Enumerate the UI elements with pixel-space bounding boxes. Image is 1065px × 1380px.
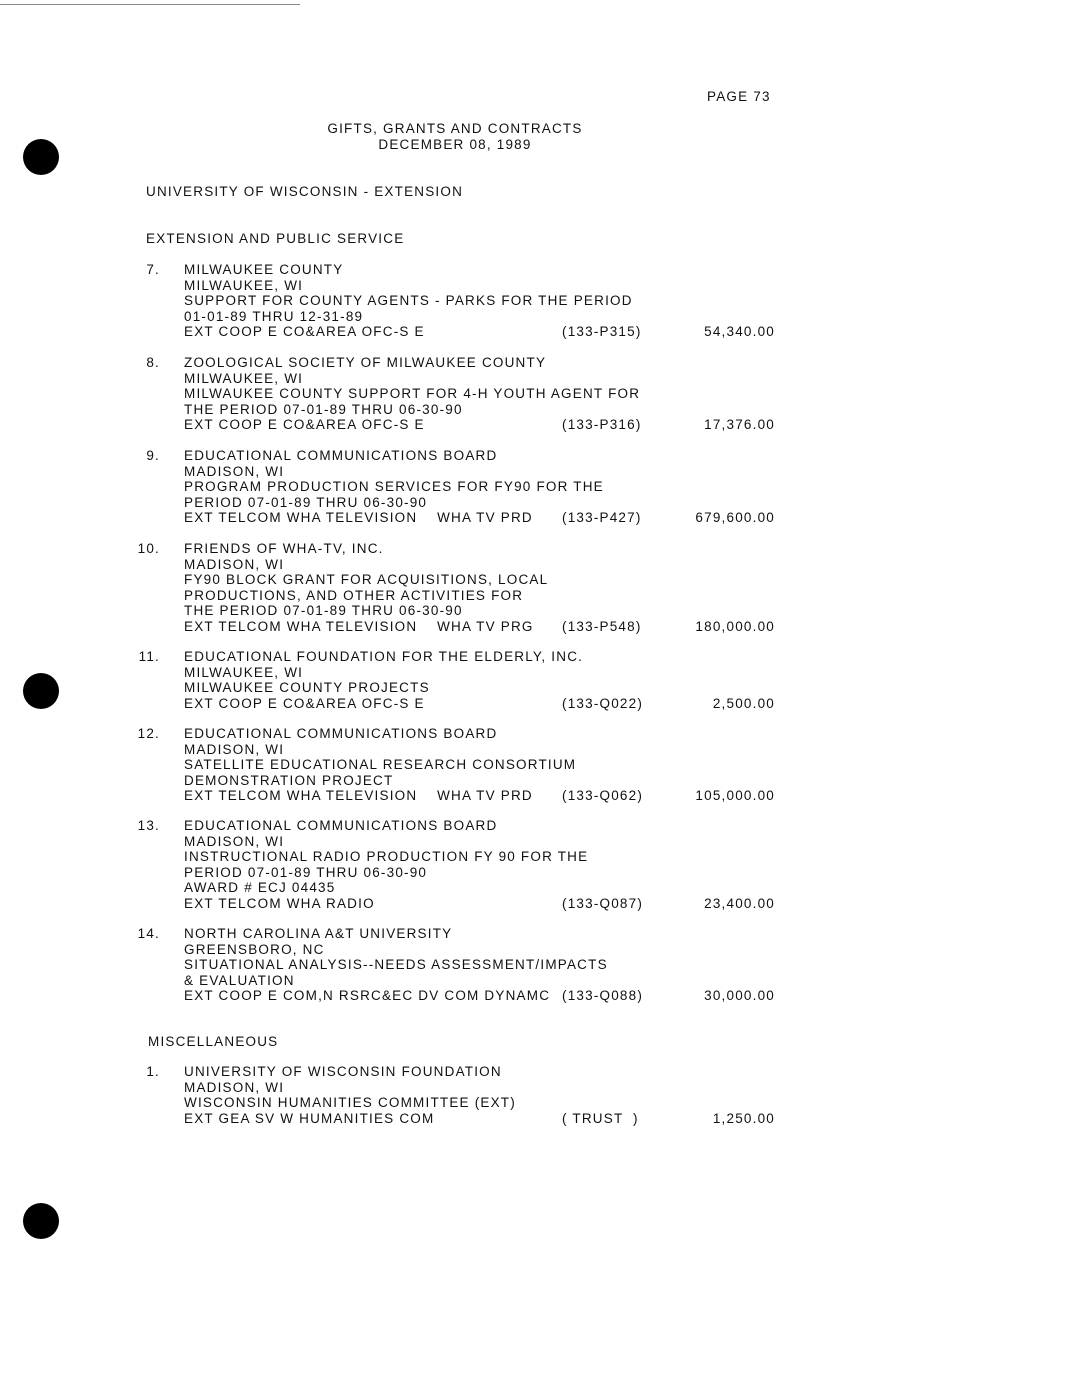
account-reference: (133-P548): [562, 618, 642, 634]
entry-line: EXT TELCOM WHA TELEVISION WHA TV PRD: [184, 510, 533, 525]
grant-amount: 17,376.00: [704, 417, 775, 432]
section-heading-extension: EXTENSION AND PUBLIC SERVICE: [146, 231, 405, 246]
entry-line: UNIVERSITY OF WISCONSIN FOUNDATION: [184, 1064, 502, 1079]
entry-line: EXT TELCOM WHA RADIO: [184, 895, 375, 911]
punch-hole-top: [23, 139, 59, 175]
document-date: DECEMBER 08, 1989: [378, 137, 532, 152]
entry-line: SATELLITE EDUCATIONAL RESEARCH CONSORTIUM: [184, 757, 577, 772]
grant-amount: 30,000.00: [704, 988, 775, 1003]
account-reference: (133-Q022): [562, 695, 644, 711]
entry-description: [184, 1064, 516, 1126]
entry-line: EXT COOP E CO&AREA OFC-S E: [184, 417, 425, 432]
entry-number: 8.: [146, 355, 160, 370]
section-heading-miscellaneous: MISCELLANEOUS: [148, 1034, 279, 1049]
entry-line: PRODUCTIONS, AND OTHER ACTIVITIES FOR: [184, 587, 524, 603]
entry-line: MILWAUKEE, WI: [184, 664, 304, 680]
entry-number: 11.: [138, 649, 160, 664]
entry-description: [184, 541, 548, 634]
account-reference: (133-P315): [562, 324, 642, 339]
entry-line: EXT TELCOM WHA TELEVISION WHA TV PRD: [184, 788, 533, 803]
entry-description: [184, 649, 583, 711]
grant-amount: 180,000.00: [695, 618, 775, 634]
entry-line: PROGRAM PRODUCTION SERVICES FOR FY90 FOR THE: [184, 479, 604, 494]
entry-line: EXT COOP E COM,N RSRC&EC DV COM DYNAMC: [184, 988, 551, 1003]
account-reference: (133-Q062): [562, 788, 644, 803]
entry-number: 10.: [137, 541, 160, 556]
punch-hole-bottom: [23, 1203, 59, 1239]
entry-line: MILWAUKEE COUNTY PROJECTS: [184, 680, 430, 695]
entry-description: [184, 448, 604, 526]
entry-line: MADISON, WI: [184, 833, 285, 849]
entry-description: [184, 726, 576, 804]
entry-line: MADISON, WI: [184, 463, 285, 479]
entry-line: MILWAUKEE COUNTY SUPPORT FOR 4-H YOUTH AGENT FOR: [184, 386, 641, 401]
entry-line: EXT GEA SV W HUMANITIES COM: [184, 1110, 435, 1126]
account-reference: (133-P427): [562, 510, 642, 525]
entry-line: PERIOD 07-01-89 THRU 06-30-90: [184, 864, 428, 880]
institution-heading: UNIVERSITY OF WISCONSIN - EXTENSION: [146, 184, 464, 199]
entry-line: DEMONSTRATION PROJECT: [184, 772, 394, 788]
grant-amount: 23,400.00: [704, 895, 775, 911]
entry-number: 13.: [137, 818, 160, 833]
entry-description: [184, 926, 608, 1004]
document-title: GIFTS, GRANTS AND CONTRACTS: [327, 121, 583, 136]
entry-line: THE PERIOD 07-01-89 THRU 06-30-90: [184, 401, 463, 417]
grant-amount: 54,340.00: [704, 324, 775, 339]
grant-amount: 105,000.00: [695, 788, 775, 803]
entry-description: [184, 818, 588, 911]
grant-amount: 2,500.00: [712, 695, 775, 711]
punch-hole-middle: [23, 673, 59, 709]
entry-line: SITUATIONAL ANALYSIS--NEEDS ASSESSMENT/IMPACTS: [184, 957, 608, 972]
entry-line: WISCONSIN HUMANITIES COMMITTEE (EXT): [184, 1095, 516, 1110]
entry-number: 1.: [146, 1064, 160, 1079]
entry-line: AWARD # ECJ 04435: [184, 880, 336, 895]
entry-line: MILWAUKEE, WI: [184, 277, 304, 293]
account-reference: (133-Q087): [562, 895, 644, 911]
entry-line: PERIOD 07-01-89 THRU 06-30-90: [184, 494, 428, 510]
entry-line: EDUCATIONAL COMMUNICATIONS BOARD: [184, 726, 498, 741]
page-number: PAGE 73: [707, 89, 771, 104]
account-reference: (133-P316): [562, 417, 642, 432]
entry-line: MADISON, WI: [184, 741, 285, 757]
grant-amount: 679,600.00: [695, 510, 775, 525]
entry-line: MILWAUKEE, WI: [184, 370, 304, 386]
entry-line: EXT COOP E CO&AREA OFC-S E: [184, 695, 425, 711]
entry-number: 9.: [146, 448, 160, 463]
account-reference: (133-Q088): [562, 988, 644, 1003]
entry-line: MADISON, WI: [184, 1079, 285, 1095]
entry-line: EDUCATIONAL COMMUNICATIONS BOARD: [184, 448, 498, 463]
entry-line: 01-01-89 THRU 12-31-89: [184, 308, 364, 324]
entry-line: THE PERIOD 07-01-89 THRU 06-30-90: [184, 603, 463, 618]
entry-line: MILWAUKEE COUNTY: [184, 262, 344, 277]
entry-line: INSTRUCTIONAL RADIO PRODUCTION FY 90 FOR THE: [184, 849, 589, 864]
entry-number: 7.: [146, 262, 160, 277]
entry-line: & EVALUATION: [184, 972, 295, 988]
entry-line: EDUCATIONAL COMMUNICATIONS BOARD: [184, 818, 498, 833]
entry-line: EXT COOP E CO&AREA OFC-S E: [184, 324, 425, 339]
entry-line: FRIENDS OF WHA-TV, INC.: [184, 541, 384, 556]
entry-number: 14.: [137, 926, 160, 941]
entry-line: ZOOLOGICAL SOCIETY OF MILWAUKEE COUNTY: [184, 355, 547, 370]
grant-amount: 1,250.00: [712, 1110, 775, 1126]
entry-line: GREENSBORO, NC: [184, 941, 325, 957]
entry-number: 12.: [137, 726, 160, 741]
entry-line: EDUCATIONAL FOUNDATION FOR THE ELDERLY, INC.: [184, 649, 584, 664]
entry-line: FY90 BLOCK GRANT FOR ACQUISITIONS, LOCAL: [184, 572, 549, 587]
entry-line: MADISON, WI: [184, 556, 285, 572]
entry-line: EXT TELCOM WHA TELEVISION WHA TV PRG: [184, 618, 534, 634]
account-reference: ( TRUST ): [562, 1110, 639, 1126]
scan-edge-line: [0, 4, 300, 5]
entry-line: NORTH CAROLINA A&T UNIVERSITY: [184, 926, 453, 941]
entry-line: SUPPORT FOR COUNTY AGENTS - PARKS FOR THE PERIOD: [184, 293, 633, 308]
